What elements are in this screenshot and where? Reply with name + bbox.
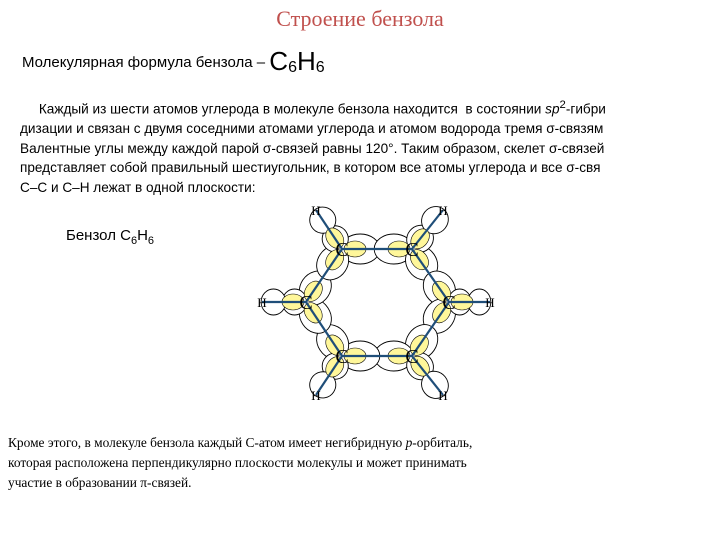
benzene-label-sub1: 6 <box>130 235 138 247</box>
benzene-label-sub2: 6 <box>147 235 155 247</box>
formula-c: C <box>269 46 289 76</box>
carbon-atom-3: C <box>405 346 419 368</box>
conclusion-line-1-end: -орбиталь, <box>412 435 473 450</box>
carbon-atom-4: C <box>335 346 349 368</box>
paragraph-line-2: дизации и связан с двумя соседними атомами углерода и атомом водорода тремя σ-связям <box>20 121 604 137</box>
carbon-atom-5: C <box>299 292 313 314</box>
hybridization-paragraph <box>20 96 720 198</box>
hydrogen-atom-0: H <box>311 203 321 218</box>
hydrogen-atom-5: H <box>257 295 267 310</box>
benzene-orbital-diagram <box>240 196 530 416</box>
paragraph-line-1-end: -гибри <box>565 101 606 117</box>
hydrogen-atom-4: H <box>311 388 321 403</box>
conclusion-line-1 <box>8 433 720 453</box>
conclusion-line-3: участие в образовании π-связей. <box>8 475 192 490</box>
conclusion-line-2: которая расположена перпендикулярно плоскости молекулы и может принимать <box>8 455 467 470</box>
paragraph-line-1 <box>20 96 720 119</box>
carbon-atom-1: C <box>405 239 419 261</box>
molecular-formula <box>22 46 325 77</box>
hydrogen-atom-1: H <box>438 203 448 218</box>
hydrogen-atom-3: H <box>438 388 448 403</box>
sp-superscript: 2 <box>559 99 566 111</box>
benzene-label <box>66 227 154 247</box>
paragraph-line-3: Валентные углы между каждой парой σ-связей равны 120°. Таким образом, скелет σ-связей <box>20 140 605 156</box>
benzene-label-h: H <box>137 227 148 244</box>
formula-h: H <box>296 46 316 76</box>
formula-prefix: Молекулярная формула бензола – <box>22 54 270 71</box>
paragraph-line-4: представляет собой правильный шестиугольник, в котором все атомы углерода и все σ-свя <box>20 160 601 176</box>
p-term: р <box>405 435 413 450</box>
paragraph-line-5: С–С и С–Н лежат в одной плоскости: <box>20 179 256 195</box>
page-title: Строение бензола <box>276 6 444 31</box>
sp-term: sp <box>545 101 560 117</box>
carbon-atom-0: C <box>335 239 349 261</box>
sigma-bonds <box>262 210 490 395</box>
conclusion-line-1-text: Кроме этого, в молекуле бензола каждый С-атом имеет негибридную <box>8 435 406 450</box>
paragraph-line-1-text: Каждый из шести атомов углерода в молекуле бензола находится в состоянии <box>20 101 546 117</box>
carbon-atom-2: C <box>442 292 456 314</box>
benzene-label-text: Бензол C <box>66 227 131 244</box>
formula-h-sub: 6 <box>315 59 325 76</box>
hydrogen-atom-2: H <box>485 295 495 310</box>
formula-c-sub: 6 <box>288 59 297 76</box>
p-orbital-paragraph <box>8 433 720 493</box>
